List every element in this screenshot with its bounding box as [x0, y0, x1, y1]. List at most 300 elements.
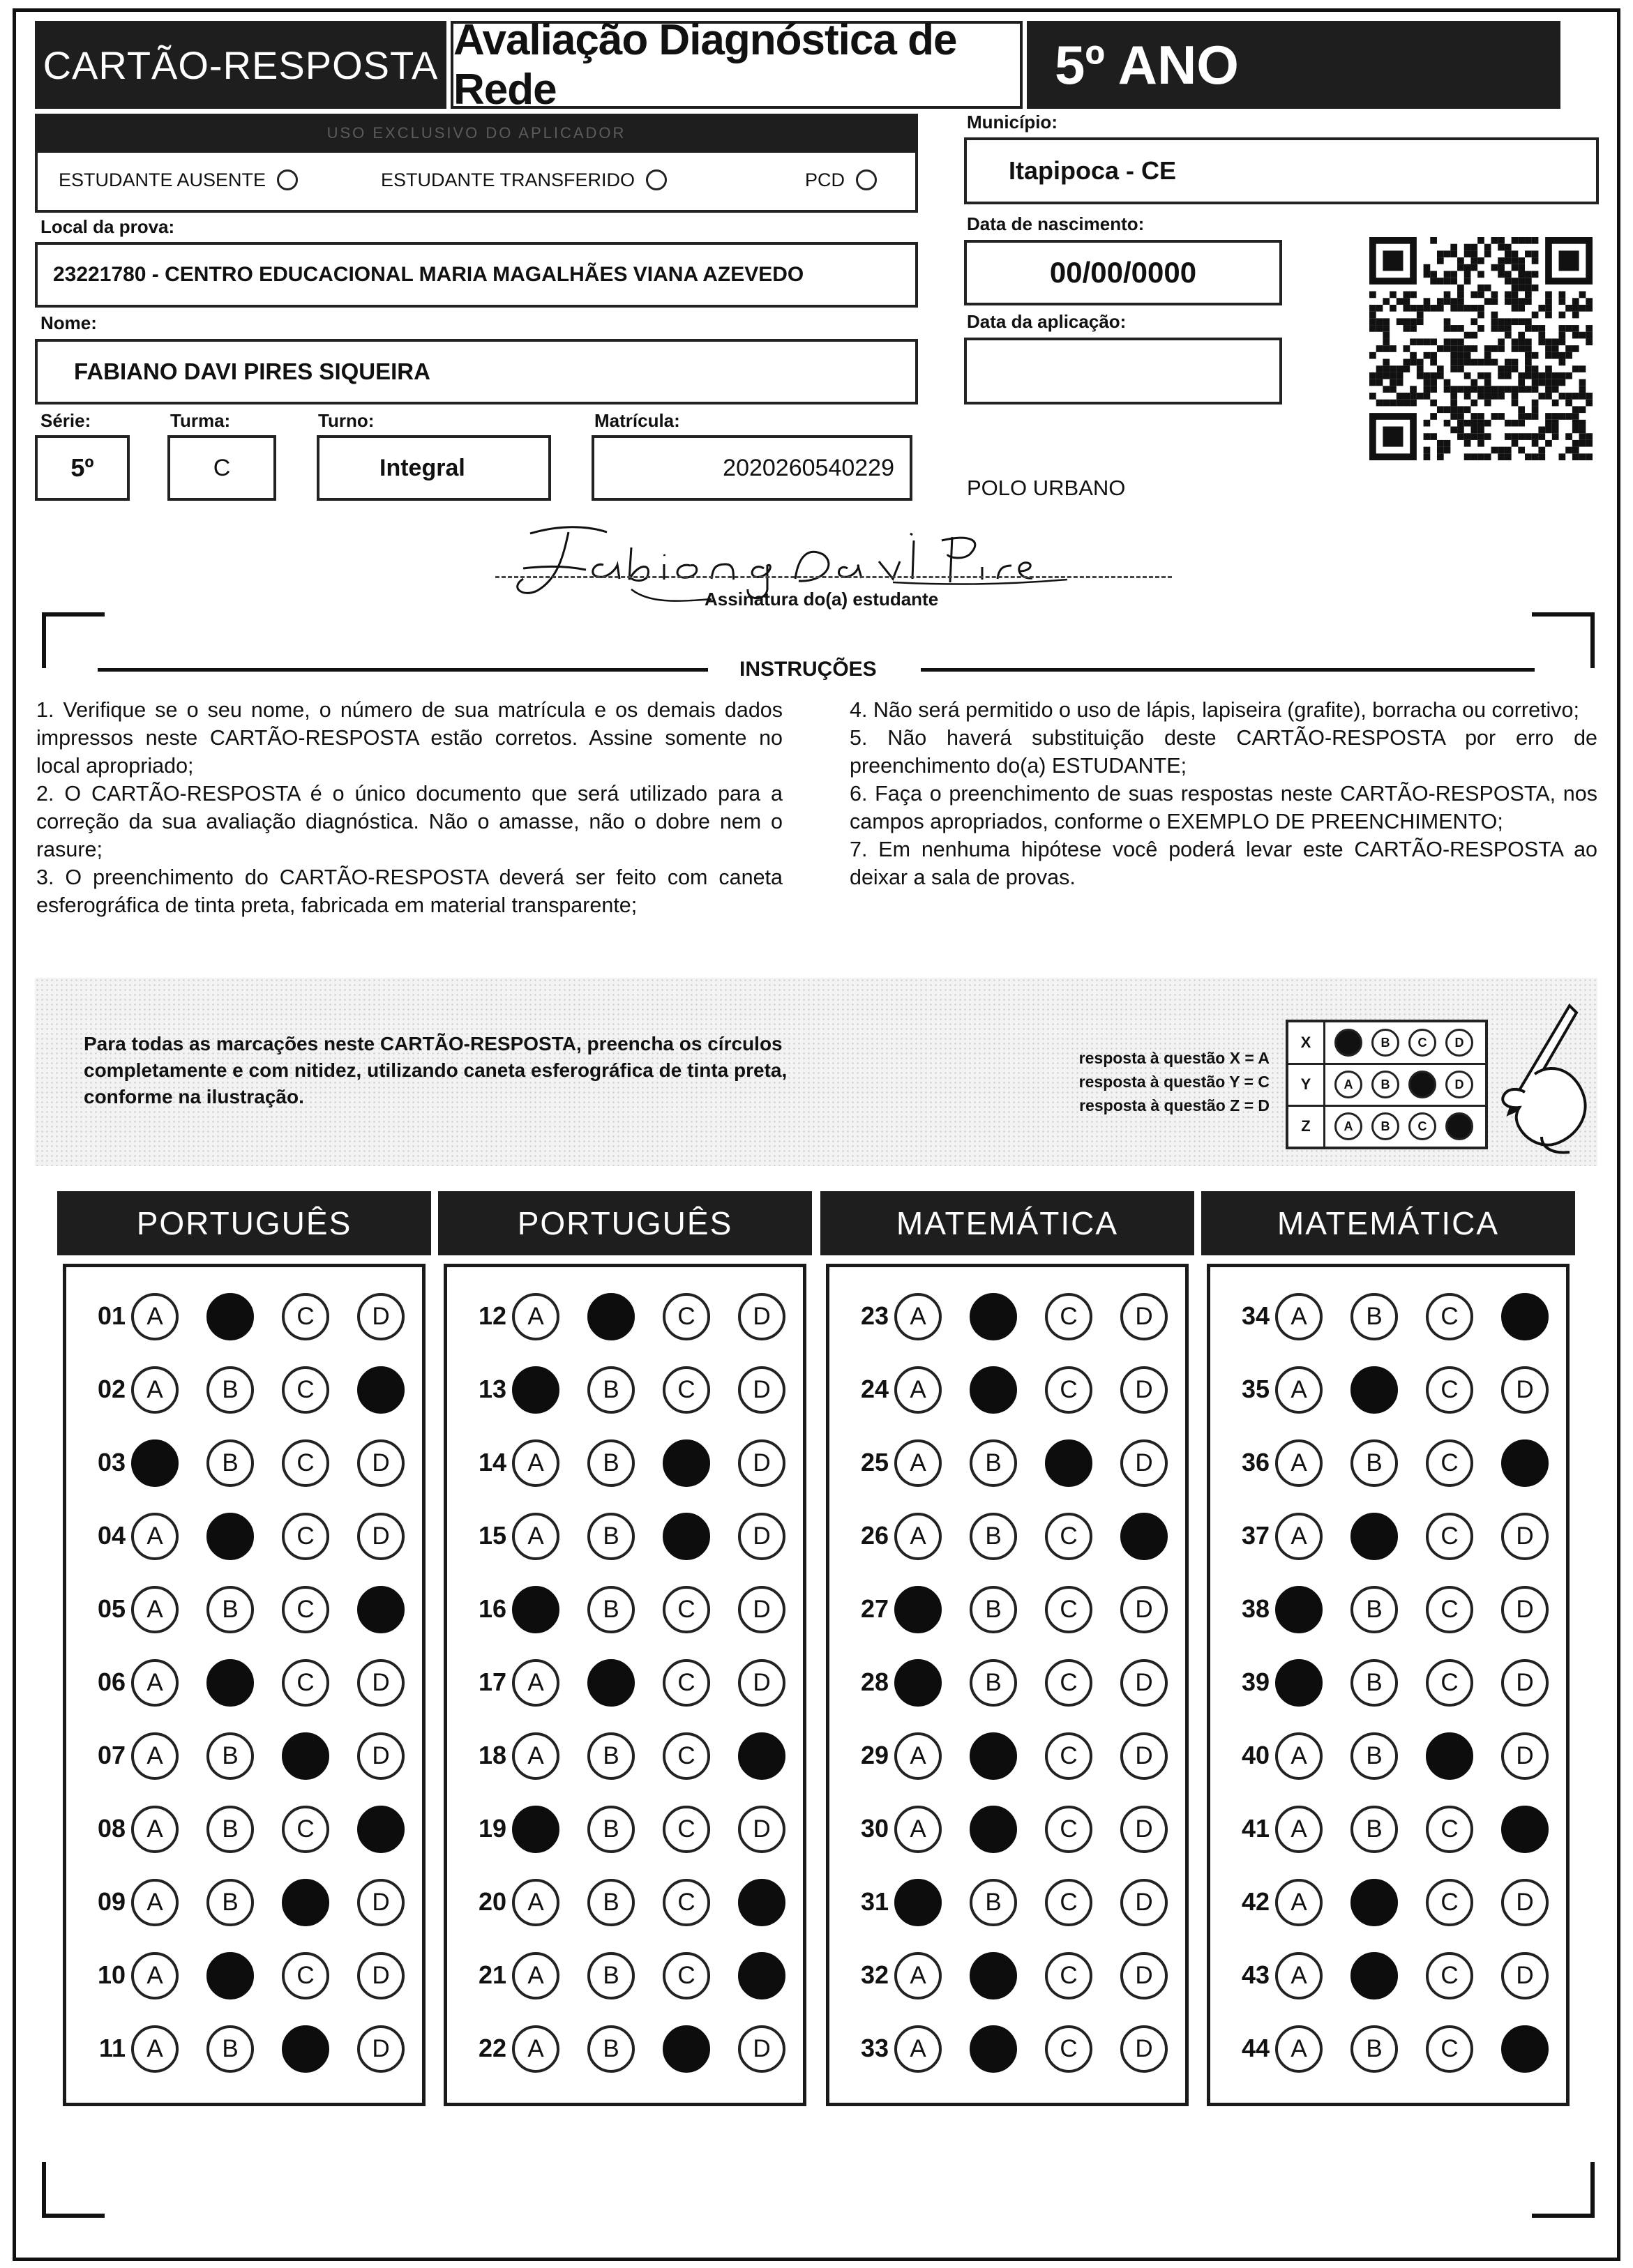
- answer-bubble-d[interactable]: D: [357, 1513, 405, 1560]
- instruction-item: 4. Não será permitido o uso de lápis, lapiseira (grafite), borracha ou corretivo;: [850, 698, 1579, 722]
- answer-bubble-a[interactable]: A: [131, 1659, 179, 1707]
- question-number: 21: [478, 1960, 506, 1989]
- question-number: 39: [1241, 1668, 1270, 1696]
- question-number: 36: [1241, 1448, 1270, 1476]
- answer-bubble-b[interactable]: B: [587, 1952, 635, 1999]
- answer-bubble-a[interactable]: A: [131, 1732, 179, 1780]
- turno-field: [317, 435, 551, 501]
- example-bubble-d: D: [1445, 1029, 1473, 1057]
- answer-bubble-a[interactable]: A: [894, 1659, 942, 1707]
- answer-bubble-d[interactable]: D: [1501, 1952, 1549, 1999]
- answer-bubble-a[interactable]: A: [894, 1513, 942, 1560]
- example-key: resposta à questão Y = C: [1078, 1073, 1270, 1091]
- corner-mark-top-right: [1532, 612, 1595, 668]
- answer-bubble-b[interactable]: B: [587, 1659, 635, 1707]
- answer-bubble-b[interactable]: B: [970, 1659, 1017, 1707]
- answer-bubble-a[interactable]: A: [131, 2025, 179, 2073]
- answer-bubble-c[interactable]: C: [282, 1952, 329, 1999]
- answer-bubble-d[interactable]: D: [738, 1659, 785, 1707]
- example-bubble-b: B: [1371, 1029, 1399, 1057]
- answer-bubble-b[interactable]: B: [1350, 1952, 1398, 1999]
- answer-bubble-c[interactable]: C: [1045, 1952, 1092, 1999]
- example-key: resposta à questão X = A: [1078, 1049, 1270, 1067]
- municipio-value: Itapipoca - CE: [1009, 156, 1177, 185]
- question-number: 31: [860, 1887, 889, 1916]
- answer-bubble-c[interactable]: C: [663, 1879, 710, 1926]
- section-title: PORTUGUÊS: [438, 1191, 812, 1255]
- answer-bubble-b[interactable]: B: [1350, 1879, 1398, 1926]
- question-number: 40: [1241, 1741, 1270, 1769]
- answer-bubble-c[interactable]: C: [1045, 1293, 1092, 1340]
- answer-bubble-d[interactable]: D: [357, 1806, 405, 1853]
- instruction-item: 2. O CARTÃO-RESPOSTA é o único documento que será utilizado para a correção da sua avaliação diagnóstica. Não o amasse, não o dobre nem o rasure;: [36, 782, 783, 861]
- polo-label: POLO URBANO: [967, 476, 1126, 500]
- absent-label: ESTUDANTE AUSENTE: [59, 169, 266, 190]
- answer-bubble-b[interactable]: B: [206, 1732, 254, 1780]
- transferred-label: ESTUDANTE TRANSFERIDO: [381, 169, 635, 190]
- answer-bubble-a[interactable]: A: [894, 1586, 942, 1633]
- answer-bubble-c[interactable]: C: [1426, 1439, 1473, 1487]
- answer-bubble-b[interactable]: B: [587, 1513, 635, 1560]
- nascimento-field: [964, 240, 1282, 305]
- answer-bubble-b[interactable]: B: [587, 1366, 635, 1414]
- question-number: 17: [478, 1668, 506, 1696]
- answer-bubble-a[interactable]: A: [894, 1366, 942, 1414]
- answer-bubble-d[interactable]: D: [1120, 1366, 1168, 1414]
- answer-bubble-c[interactable]: C: [663, 1513, 710, 1560]
- answer-bubble-c[interactable]: C: [282, 1513, 329, 1560]
- qr-code: [1369, 237, 1593, 460]
- corner-mark-bottom-left: [42, 2162, 105, 2218]
- pcd-option[interactable]: [805, 169, 877, 191]
- answer-bubble-d[interactable]: D: [1501, 1879, 1549, 1926]
- municipio-label: Município:: [967, 112, 1058, 133]
- answer-bubble-b[interactable]: B: [1350, 1732, 1398, 1780]
- answer-bubble-a[interactable]: A: [1275, 2025, 1323, 2073]
- example-bubble-d: D: [1445, 1112, 1473, 1140]
- nascimento-value: 00/00/0000: [1049, 256, 1197, 289]
- question-number: 01: [97, 1301, 126, 1330]
- example-bubble-a: A: [1334, 1112, 1362, 1140]
- answer-bubble-c[interactable]: C: [282, 1879, 329, 1926]
- answer-bubble-b[interactable]: B: [1350, 1513, 1398, 1560]
- example-bubble-a: A: [1334, 1071, 1362, 1098]
- answer-bubble-d[interactable]: D: [357, 1879, 405, 1926]
- exam-title: Avaliação Diagnóstica de Rede: [451, 21, 1023, 109]
- answer-bubble-b[interactable]: B: [970, 1879, 1017, 1926]
- example-instruction: Para todas as marcações neste CARTÃO-RESPOSTA, preencha os círculos completamente e com nitidez, utilizando caneta esferográfica de tinta preta, conforme na ilustração.: [84, 1033, 788, 1107]
- answer-bubble-b[interactable]: B: [587, 2025, 635, 2073]
- answer-bubble-c[interactable]: C: [282, 1806, 329, 1853]
- question-number: 44: [1241, 2034, 1270, 2062]
- serie-label: Série:: [40, 410, 91, 431]
- answer-bubble-c[interactable]: C: [663, 1659, 710, 1707]
- status-bar: USO EXCLUSIVO DO APLICADOR: [35, 114, 918, 153]
- transferred-bubble[interactable]: [646, 169, 667, 190]
- answer-bubble-d[interactable]: D: [357, 1732, 405, 1780]
- example-row-label: Z: [1288, 1106, 1325, 1147]
- answer-bubble-b[interactable]: B: [1350, 1586, 1398, 1633]
- turno-label: Turno:: [318, 410, 375, 431]
- answer-bubble-d[interactable]: D: [1501, 1806, 1549, 1853]
- example-bubble-c: C: [1408, 1029, 1436, 1057]
- answer-bubble-a[interactable]: A: [1275, 1586, 1323, 1633]
- answer-bubble-d[interactable]: D: [1120, 1439, 1168, 1487]
- answer-bubble-d[interactable]: D: [1120, 1732, 1168, 1780]
- answer-bubble-d[interactable]: D: [1120, 1806, 1168, 1853]
- answer-bubble-c[interactable]: C: [663, 1366, 710, 1414]
- answer-bubble-d[interactable]: D: [738, 1806, 785, 1853]
- answer-bubble-b[interactable]: B: [206, 1293, 254, 1340]
- answer-bubble-c[interactable]: C: [1045, 1659, 1092, 1707]
- nome-label: Nome:: [40, 312, 97, 333]
- answer-bubble-b[interactable]: B: [206, 1952, 254, 1999]
- municipio-field: [964, 137, 1599, 204]
- answer-bubble-b[interactable]: B: [587, 1879, 635, 1926]
- answer-bubble-c[interactable]: C: [282, 1586, 329, 1633]
- signature-label: Assinatura do(a) estudante: [705, 589, 939, 610]
- answer-bubble-a[interactable]: A: [1275, 1806, 1323, 1853]
- answer-bubble-c[interactable]: C: [663, 1439, 710, 1487]
- instruction-item: 3. O preenchimento do CARTÃO-RESPOSTA deverá ser feito com caneta esferográfica de tinta preta, fabricada em material transparente;: [36, 865, 783, 917]
- corner-mark-top-left: [42, 612, 105, 668]
- answer-bubble-d[interactable]: D: [1120, 1952, 1168, 1999]
- turma-label: Turma:: [170, 410, 231, 431]
- answer-bubble-d[interactable]: D: [1120, 1879, 1168, 1926]
- serie-field: [35, 435, 130, 501]
- answer-bubble-c[interactable]: C: [663, 1586, 710, 1633]
- example-bubble-c: C: [1408, 1112, 1436, 1140]
- answer-bubble-d[interactable]: D: [357, 1659, 405, 1707]
- answer-bubble-b[interactable]: B: [970, 1586, 1017, 1633]
- answer-bubble-c[interactable]: C: [1045, 1366, 1092, 1414]
- answer-bubble-d[interactable]: D: [1501, 1293, 1549, 1340]
- question-number: 15: [478, 1521, 506, 1550]
- answer-bubble-a[interactable]: A: [131, 1366, 179, 1414]
- aplicacao-field[interactable]: [964, 338, 1282, 405]
- question-number: 11: [98, 2034, 126, 2062]
- turma-value: C: [213, 454, 231, 481]
- absent-option[interactable]: [59, 169, 298, 191]
- answer-bubble-a[interactable]: A: [131, 1879, 179, 1926]
- question-number: 13: [478, 1375, 506, 1403]
- answer-bubble-d[interactable]: D: [1501, 1586, 1549, 1633]
- question-number: 09: [97, 1887, 126, 1916]
- matricula-field: [592, 435, 912, 501]
- answer-bubble-d[interactable]: D: [738, 1732, 785, 1780]
- answer-bubble-c[interactable]: C: [663, 1952, 710, 1999]
- answer-bubble-c[interactable]: C: [282, 1439, 329, 1487]
- answer-bubble-b[interactable]: B: [206, 1659, 254, 1707]
- answer-bubble-c[interactable]: C: [1045, 1806, 1092, 1853]
- question-number: 24: [860, 1375, 889, 1403]
- answer-bubble-d[interactable]: D: [357, 1366, 405, 1414]
- example-row-label: Y: [1288, 1064, 1325, 1105]
- question-number: 19: [478, 1814, 506, 1843]
- answer-bubble-c[interactable]: C: [282, 1732, 329, 1780]
- answer-bubble-c[interactable]: C: [1426, 1806, 1473, 1853]
- question-number: 23: [860, 1301, 889, 1330]
- answer-bubble-b[interactable]: B: [1350, 1366, 1398, 1414]
- answer-bubble-b[interactable]: B: [970, 1732, 1017, 1780]
- answer-bubble-a[interactable]: A: [894, 1732, 942, 1780]
- answer-bubble-a[interactable]: A: [1275, 1366, 1323, 1414]
- answer-bubble-c[interactable]: C: [1045, 1879, 1092, 1926]
- question-number: 14: [478, 1448, 506, 1476]
- answer-bubble-a[interactable]: A: [1275, 1879, 1323, 1926]
- answer-bubble-d[interactable]: D: [357, 1293, 405, 1340]
- answer-bubble-d[interactable]: D: [738, 2025, 785, 2073]
- pcd-bubble[interactable]: [856, 169, 877, 190]
- answer-bubble-b[interactable]: B: [587, 1439, 635, 1487]
- answer-bubble-c[interactable]: C: [1426, 1293, 1473, 1340]
- example-key: resposta à questão Z = D: [1079, 1096, 1270, 1114]
- answer-bubble-c[interactable]: C: [663, 2025, 710, 2073]
- answer-bubble-b[interactable]: B: [970, 2025, 1017, 2073]
- grade-label: 5º ANO: [1027, 21, 1560, 109]
- answer-bubble-b[interactable]: B: [1350, 1659, 1398, 1707]
- answer-bubble-a[interactable]: A: [131, 1806, 179, 1853]
- answer-bubble-b[interactable]: B: [1350, 2025, 1398, 2073]
- answer-bubble-d[interactable]: D: [738, 1513, 785, 1560]
- answer-bubble-a[interactable]: A: [1275, 1952, 1323, 1999]
- answer-bubble-c[interactable]: C: [1426, 1366, 1473, 1414]
- pcd-label: PCD: [805, 169, 845, 190]
- question-number: 32: [860, 1960, 889, 1989]
- example-bubble-b: B: [1371, 1112, 1399, 1140]
- answer-bubble-a[interactable]: A: [512, 1293, 559, 1340]
- answer-bubble-b[interactable]: B: [206, 1879, 254, 1926]
- question-number: 04: [97, 1521, 126, 1550]
- question-number: 37: [1241, 1521, 1270, 1550]
- instructions-rule-right: [921, 668, 1535, 672]
- answer-bubble-d[interactable]: D: [1120, 2025, 1168, 2073]
- answer-bubble-a[interactable]: A: [131, 1952, 179, 1999]
- answer-bubble-a[interactable]: A: [894, 1293, 942, 1340]
- answer-bubble-c[interactable]: C: [282, 1366, 329, 1414]
- answer-bubble-b[interactable]: B: [587, 1806, 635, 1853]
- answer-bubble-a[interactable]: A: [512, 1439, 559, 1487]
- question-number: 03: [97, 1448, 126, 1476]
- answer-bubble-a[interactable]: A: [894, 1806, 942, 1853]
- local-value: 23221780 - CENTRO EDUCACIONAL MARIA MAGALHÃES VIANA AZEVEDO: [53, 263, 804, 286]
- question-number: 38: [1241, 1594, 1270, 1623]
- answer-bubble-a[interactable]: A: [894, 1879, 942, 1926]
- answer-bubble-b[interactable]: B: [206, 1439, 254, 1487]
- answer-bubble-b[interactable]: B: [970, 1366, 1017, 1414]
- instruction-item: 1. Verifique se o seu nome, o número de sua matrícula e os demais dados impressos neste CARTÃO-RESPOSTA estão corretos. Assine somente no local apropriado;: [36, 698, 783, 778]
- question-number: 02: [97, 1375, 126, 1403]
- instructions-column-left: [36, 696, 783, 919]
- answer-bubble-c[interactable]: C: [663, 1806, 710, 1853]
- question-number: 05: [97, 1594, 126, 1623]
- answer-bubble-a[interactable]: A: [512, 1732, 559, 1780]
- question-number: 25: [860, 1448, 889, 1476]
- answer-bubble-d[interactable]: D: [738, 1879, 785, 1926]
- answer-bubble-a[interactable]: A: [512, 1513, 559, 1560]
- answer-bubble-b[interactable]: B: [1350, 1806, 1398, 1853]
- card-label: CARTÃO-RESPOSTA: [35, 21, 446, 109]
- answer-bubble-a[interactable]: A: [1275, 1513, 1323, 1560]
- answer-bubble-c[interactable]: C: [1426, 1586, 1473, 1633]
- answer-bubble-c[interactable]: C: [1045, 1513, 1092, 1560]
- answer-bubble-a[interactable]: A: [1275, 1439, 1323, 1487]
- answer-bubble-c[interactable]: C: [1045, 1586, 1092, 1633]
- answer-bubble-d[interactable]: D: [1501, 1659, 1549, 1707]
- answer-bubble-b[interactable]: B: [970, 1439, 1017, 1487]
- answer-bubble-a[interactable]: A: [894, 1439, 942, 1487]
- answer-bubble-b[interactable]: B: [970, 1952, 1017, 1999]
- question-number: 34: [1241, 1301, 1270, 1330]
- answer-bubble-d[interactable]: D: [357, 1952, 405, 1999]
- question-number: 27: [860, 1594, 889, 1623]
- answer-bubble-a[interactable]: A: [1275, 1293, 1323, 1340]
- answer-bubble-a[interactable]: A: [512, 1586, 559, 1633]
- answer-bubble-a[interactable]: A: [131, 1513, 179, 1560]
- absent-bubble[interactable]: [277, 169, 298, 190]
- answer-bubble-a[interactable]: A: [131, 1439, 179, 1487]
- matricula-value: 2020260540229: [723, 454, 894, 481]
- turma-field: [167, 435, 276, 501]
- corner-mark-bottom-right: [1532, 2162, 1595, 2218]
- answer-bubble-b[interactable]: B: [206, 1586, 254, 1633]
- example-bubble-a: A: [1334, 1029, 1362, 1057]
- question-number: 07: [97, 1741, 126, 1769]
- answer-bubble-d[interactable]: D: [738, 1439, 785, 1487]
- answer-bubble-c[interactable]: C: [1045, 1732, 1092, 1780]
- matricula-label: Matrícula:: [594, 410, 680, 431]
- answer-bubble-c[interactable]: C: [1426, 1732, 1473, 1780]
- answer-bubble-a[interactable]: A: [131, 1293, 179, 1340]
- section-title: MATEMÁTICA: [820, 1191, 1194, 1255]
- answer-bubble-d[interactable]: D: [357, 2025, 405, 2073]
- example-bubble-c: C: [1408, 1071, 1436, 1098]
- turno-value: Integral: [379, 454, 465, 481]
- answer-bubble-d[interactable]: D: [357, 1439, 405, 1487]
- question-number: 26: [860, 1521, 889, 1550]
- answer-bubble-d[interactable]: D: [1501, 1366, 1549, 1414]
- question-number: 42: [1241, 1887, 1270, 1916]
- question-number: 10: [97, 1960, 126, 1989]
- nome-field: [35, 339, 918, 405]
- status-options: [35, 150, 918, 213]
- answer-bubble-a[interactable]: A: [512, 2025, 559, 2073]
- answer-bubble-c[interactable]: C: [282, 1659, 329, 1707]
- answer-bubble-d[interactable]: D: [1120, 1513, 1168, 1560]
- question-number: 41: [1241, 1814, 1270, 1843]
- question-number: 12: [478, 1301, 506, 1330]
- question-number: 28: [860, 1668, 889, 1696]
- answer-bubble-b[interactable]: B: [587, 1293, 635, 1340]
- answer-bubble-d[interactable]: D: [1120, 1659, 1168, 1707]
- local-field: [35, 242, 918, 308]
- answer-bubble-a[interactable]: A: [131, 1586, 179, 1633]
- question-number: 20: [478, 1887, 506, 1916]
- example-keys: [991, 1046, 1270, 1117]
- nascimento-label: Data de nascimento:: [967, 213, 1145, 234]
- answer-bubble-a[interactable]: A: [894, 1952, 942, 1999]
- question-number: 06: [97, 1668, 126, 1696]
- answer-bubble-a[interactable]: A: [894, 2025, 942, 2073]
- question-number: 29: [860, 1741, 889, 1769]
- answer-bubble-b[interactable]: B: [587, 1586, 635, 1633]
- serie-value: 5º: [70, 453, 94, 482]
- answer-bubble-c[interactable]: C: [1426, 1952, 1473, 1999]
- answer-bubble-a[interactable]: A: [512, 1659, 559, 1707]
- answer-bubble-b[interactable]: B: [206, 2025, 254, 2073]
- question-number: 08: [97, 1814, 126, 1843]
- answer-bubble-d[interactable]: D: [1501, 2025, 1549, 2073]
- answer-bubble-d[interactable]: D: [357, 1586, 405, 1633]
- question-number: 30: [860, 1814, 889, 1843]
- aplicacao-label: Data da aplicação:: [967, 311, 1127, 332]
- answer-bubble-c[interactable]: C: [1045, 2025, 1092, 2073]
- answer-bubble-a[interactable]: A: [512, 1366, 559, 1414]
- answer-bubble-c[interactable]: C: [1426, 1659, 1473, 1707]
- transferred-option[interactable]: [381, 169, 667, 191]
- answer-bubble-d[interactable]: D: [1501, 1732, 1549, 1780]
- answer-bubble-a[interactable]: A: [512, 1952, 559, 1999]
- answer-bubble-c[interactable]: C: [1426, 1513, 1473, 1560]
- answer-bubble-c[interactable]: C: [282, 2025, 329, 2073]
- signature-line: [495, 576, 1172, 578]
- answer-bubble-b[interactable]: B: [970, 1806, 1017, 1853]
- instruction-item: 7. Em nenhuma hipótese você poderá levar este CARTÃO-RESPOSTA ao deixar a sala de provas.: [850, 838, 1597, 889]
- answer-bubble-c[interactable]: C: [663, 1732, 710, 1780]
- instruction-item: 5. Não haverá substituição deste CARTÃO-RESPOSTA por erro de preenchimento do(a) ESTUDANTE;: [850, 726, 1597, 778]
- section-title: MATEMÁTICA: [1201, 1191, 1575, 1255]
- instructions-column-right: [850, 696, 1597, 891]
- instruction-item: 6. Faça o preenchimento de suas respostas neste CARTÃO-RESPOSTA, nos campos apropriados, conforme o EXEMPLO DE PREENCHIMENTO;: [850, 782, 1597, 833]
- answer-bubble-d[interactable]: D: [1501, 1513, 1549, 1560]
- answer-bubble-d[interactable]: D: [738, 1952, 785, 1999]
- answer-bubble-b[interactable]: B: [1350, 1293, 1398, 1340]
- answer-bubble-d[interactable]: D: [738, 1293, 785, 1340]
- answer-bubble-a[interactable]: A: [512, 1806, 559, 1853]
- answer-bubble-a[interactable]: A: [1275, 1732, 1323, 1780]
- answer-bubble-d[interactable]: D: [738, 1366, 785, 1414]
- question-number: 33: [860, 2034, 889, 2062]
- answer-bubble-b[interactable]: B: [970, 1293, 1017, 1340]
- answer-bubble-b[interactable]: B: [970, 1513, 1017, 1560]
- answer-bubble-d[interactable]: D: [1501, 1439, 1549, 1487]
- answer-bubble-c[interactable]: C: [282, 1293, 329, 1340]
- answer-bubble-b[interactable]: B: [1350, 1439, 1398, 1487]
- answer-bubble-c[interactable]: C: [1426, 2025, 1473, 2073]
- example-bubble-d: D: [1445, 1071, 1473, 1098]
- answer-bubble-b[interactable]: B: [206, 1366, 254, 1414]
- local-label: Local da prova:: [40, 216, 175, 237]
- question-number: 43: [1241, 1960, 1270, 1989]
- answer-bubble-d[interactable]: D: [1120, 1586, 1168, 1633]
- answer-bubble-d[interactable]: D: [1120, 1293, 1168, 1340]
- instructions-title: INSTRUÇÕES: [739, 658, 877, 681]
- instructions-rule-left: [98, 668, 708, 672]
- answer-bubble-c[interactable]: C: [1426, 1879, 1473, 1926]
- nome-value: FABIANO DAVI PIRES SIQUEIRA: [74, 358, 430, 384]
- example-row-label: X: [1288, 1022, 1325, 1063]
- answer-bubble-c[interactable]: C: [663, 1293, 710, 1340]
- question-number: 35: [1241, 1375, 1270, 1403]
- hand-pen-icon: [1437, 997, 1597, 1165]
- answer-bubble-b[interactable]: B: [206, 1513, 254, 1560]
- answer-bubble-b[interactable]: B: [206, 1806, 254, 1853]
- answer-bubble-b[interactable]: B: [587, 1732, 635, 1780]
- answer-bubble-a[interactable]: A: [512, 1879, 559, 1926]
- answer-bubble-a[interactable]: A: [1275, 1659, 1323, 1707]
- answer-bubble-c[interactable]: C: [1045, 1439, 1092, 1487]
- answer-bubble-d[interactable]: D: [738, 1586, 785, 1633]
